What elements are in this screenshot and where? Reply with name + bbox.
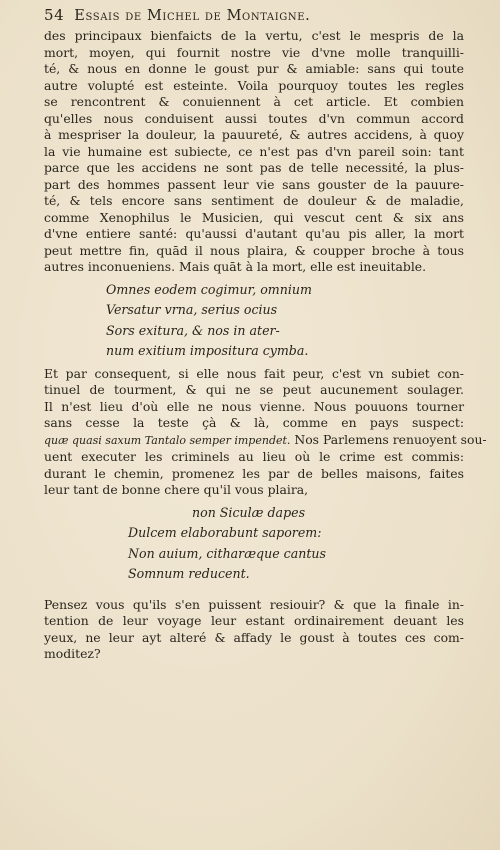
- latin-verse-2: [128, 503, 464, 585]
- page-number: 54: [44, 6, 65, 24]
- text-line: se rencontrent & conuiennent à cet article. Et combien: [44, 94, 464, 109]
- running-head: [44, 6, 464, 28]
- text-line: des principaux bienfaicts de la vertu, c'est le mespris de la: [44, 28, 464, 43]
- text-line: part des hommes passent leur vie sans gouster de la pauure-: [44, 176, 464, 192]
- text-fragment: sans cesse la teste çà & là, comme en pays suspect:: [44, 415, 464, 430]
- text-line: uent executer les criminels au lieu où le crime est commis:: [44, 449, 464, 464]
- text-line: té, & nous en donne le goust pur & amiable: sans qui toute: [44, 61, 464, 76]
- verse-line: num exitium impositura cymba.: [106, 343, 309, 358]
- text-line: Pensez vous qu'ils s'en puissent resiouir? & que la finale in-: [44, 596, 464, 612]
- text-line: leur tant de bonne chere qu'il vous plaira,: [44, 482, 309, 497]
- verse-line: Omnes eodem cogimur, omnium: [106, 281, 312, 297]
- verse-line: Non auium, citharæque cantus: [128, 545, 326, 561]
- text-fragment: Nos Parlemens renuoyent sou-: [294, 431, 487, 447]
- verse-line: Sors exitura, & nos in ater-: [106, 322, 280, 338]
- text-line: autres inconueniens. Mais quāt à la mort, elle est ineuitable.: [44, 259, 427, 274]
- text-line: à mespriser la douleur, la pauureté, & autres accidens, à quoy: [44, 127, 464, 142]
- paragraph-2: [44, 365, 487, 499]
- text-line: qu'elles nous conduisent aussi toutes d'vn commun accord: [44, 110, 464, 126]
- running-title: Essais de Michel de Montaigne.: [74, 8, 311, 24]
- paragraph-1: [44, 28, 464, 276]
- latin-quote: quæ quasi saxum Tantalo semper impendet.: [44, 433, 291, 447]
- text-line: tention de leur voyage leur estant ordinairement deuant les: [44, 613, 464, 628]
- text-line: la vie humaine est subiecte, ce n'est pas d'vn pareil soin: tant: [44, 143, 464, 159]
- text-line: [44, 415, 464, 432]
- text-line: té, & tels encore sans sentiment de douleur & de maladie,: [44, 193, 464, 208]
- latin-verse-1: [106, 280, 464, 362]
- text-line: Il n'est lieu d'où elle ne nous vienne. Nous pouuons tourner: [44, 398, 464, 414]
- text-line: moditez?: [44, 646, 101, 661]
- text-line: parce que les accidens ne sont pas de telle necessité, la plus-: [44, 160, 464, 175]
- text-line: yeux, ne leur ayt alteré & affady le goust à toutes ces com-: [44, 629, 464, 645]
- text-line: durant le chemin, promenez les par de belles maisons, faites: [44, 465, 464, 481]
- text-line: mort, moyen, qui fournit nostre vie d'vne molle tranquilli-: [44, 44, 464, 60]
- text-line: autre volupté est esteinte. Voila pourquoy toutes les regles: [44, 77, 464, 93]
- verse-line: Somnum reducent.: [128, 566, 250, 581]
- text-line: comme Xenophilus le Musicien, qui vescut cent & six ans: [44, 209, 464, 225]
- text-line: tinuel de tourment, & qui ne se peut aucunement soulager.: [44, 382, 464, 397]
- text-line: d'vne entiere santé: qu'aussi d'autant qu'au pis aller, la mort: [44, 226, 464, 241]
- text-line: peut mettre fin, quād il nous plaira, & coupper broche à tous: [44, 242, 464, 258]
- verse-line: non Siculæ dapes: [192, 504, 306, 520]
- verse-line: Versatur vrna, serius ocius: [106, 302, 278, 317]
- verse-line: Dulcem elaborabunt saporem:: [128, 525, 322, 540]
- text-line: [44, 431, 487, 450]
- paragraph-3: [44, 597, 464, 663]
- text-line: Et par consequent, si elle nous fait peur, c'est vn subiet con-: [44, 365, 464, 381]
